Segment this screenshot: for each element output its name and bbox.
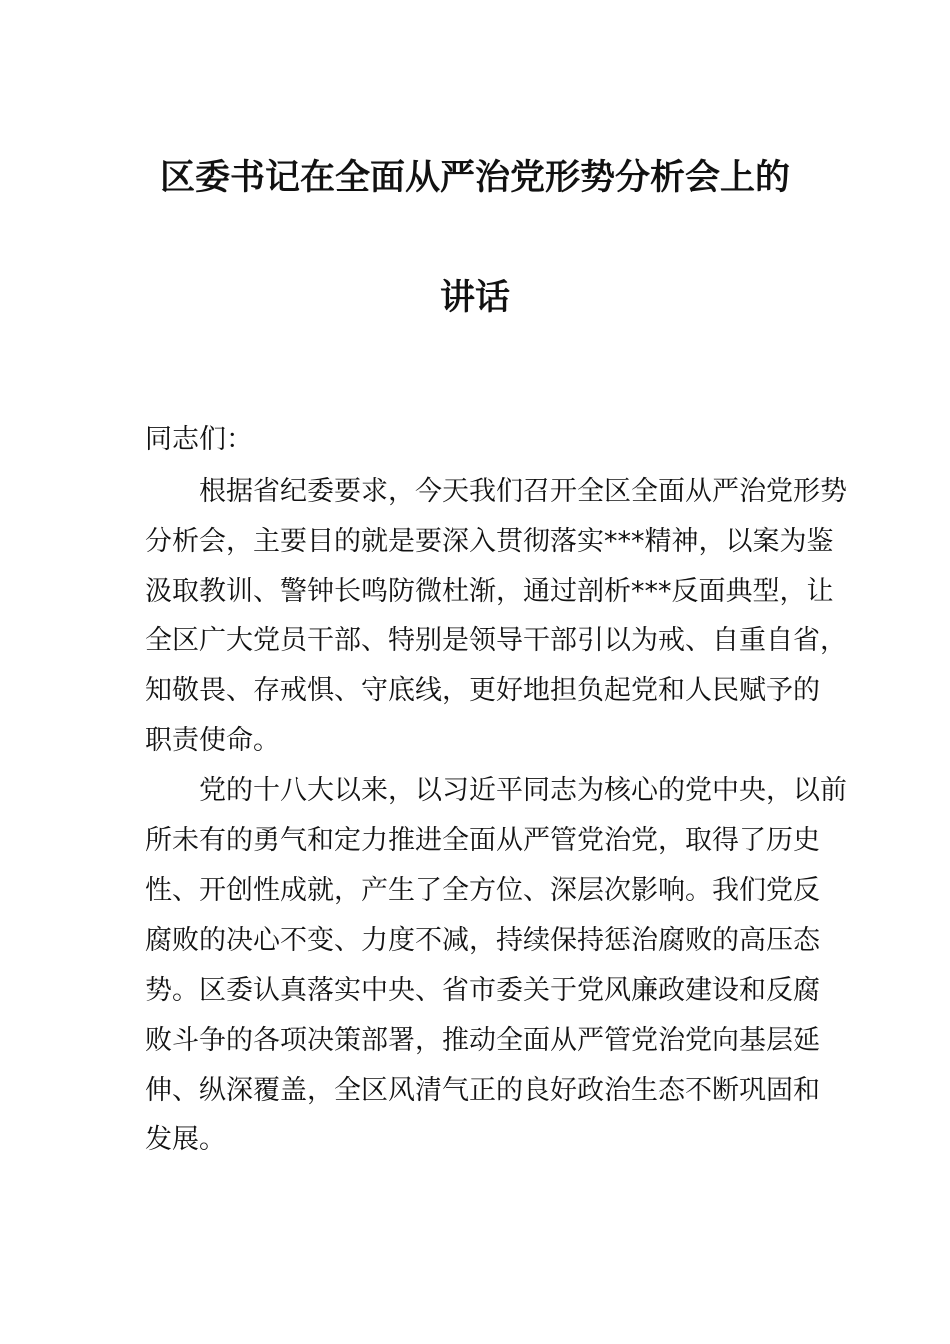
paragraph-2-line-8: 发展。 [145, 1124, 226, 1155]
paragraph-1-line-3: 汲取教训、警钟长鸣防微杜渐，通过剖析***反面典型，让 [145, 576, 834, 607]
paragraph-1-line-2: 分析会，主要目的就是要深入贯彻落实***精神，以案为鉴 [145, 526, 834, 557]
paragraph-1-line-4: 全区广大党员干部、特别是领导干部引以为戒、自重自省， [145, 625, 847, 656]
paragraph-1-line-1: 根据省纪委要求，今天我们召开全区全面从严治党形势 [145, 476, 847, 507]
document-title-line-2: 讲话 [439, 278, 510, 318]
paragraph-1-line-6: 职责使命。 [145, 725, 280, 756]
paragraph-2-line-4: 腐败的决心不变、力度不减，持续保持惩治腐败的高压态 [145, 925, 820, 956]
paragraph-2-line-5: 势。区委认真落实中央、省市委关于党风廉政建设和反腐 [145, 975, 820, 1006]
paragraph-2-line-7: 伸、纵深覆盖，全区风清气正的良好政治生态不断巩固和 [145, 1075, 820, 1106]
document-title-line-1: 区委书记在全面从严治党形势分析会上的 [159, 158, 790, 198]
paragraph-1-line-5: 知敬畏、存戒惧、守底线，更好地担负起党和人民赋予的 [145, 675, 820, 706]
paragraph-2-line-1: 党的十八大以来，以习近平同志为核心的党中央，以前 [145, 775, 847, 806]
salutation: 同志们： [145, 424, 253, 455]
paragraph-2-line-2: 所未有的勇气和定力推进全面从严管党治党，取得了历史 [145, 825, 820, 856]
paragraph-2-line-3: 性、开创性成就，产生了全方位、深层次影响。我们党反 [145, 875, 820, 906]
paragraph-2-line-6: 败斗争的各项决策部署，推动全面从严管党治党向基层延 [145, 1025, 820, 1056]
